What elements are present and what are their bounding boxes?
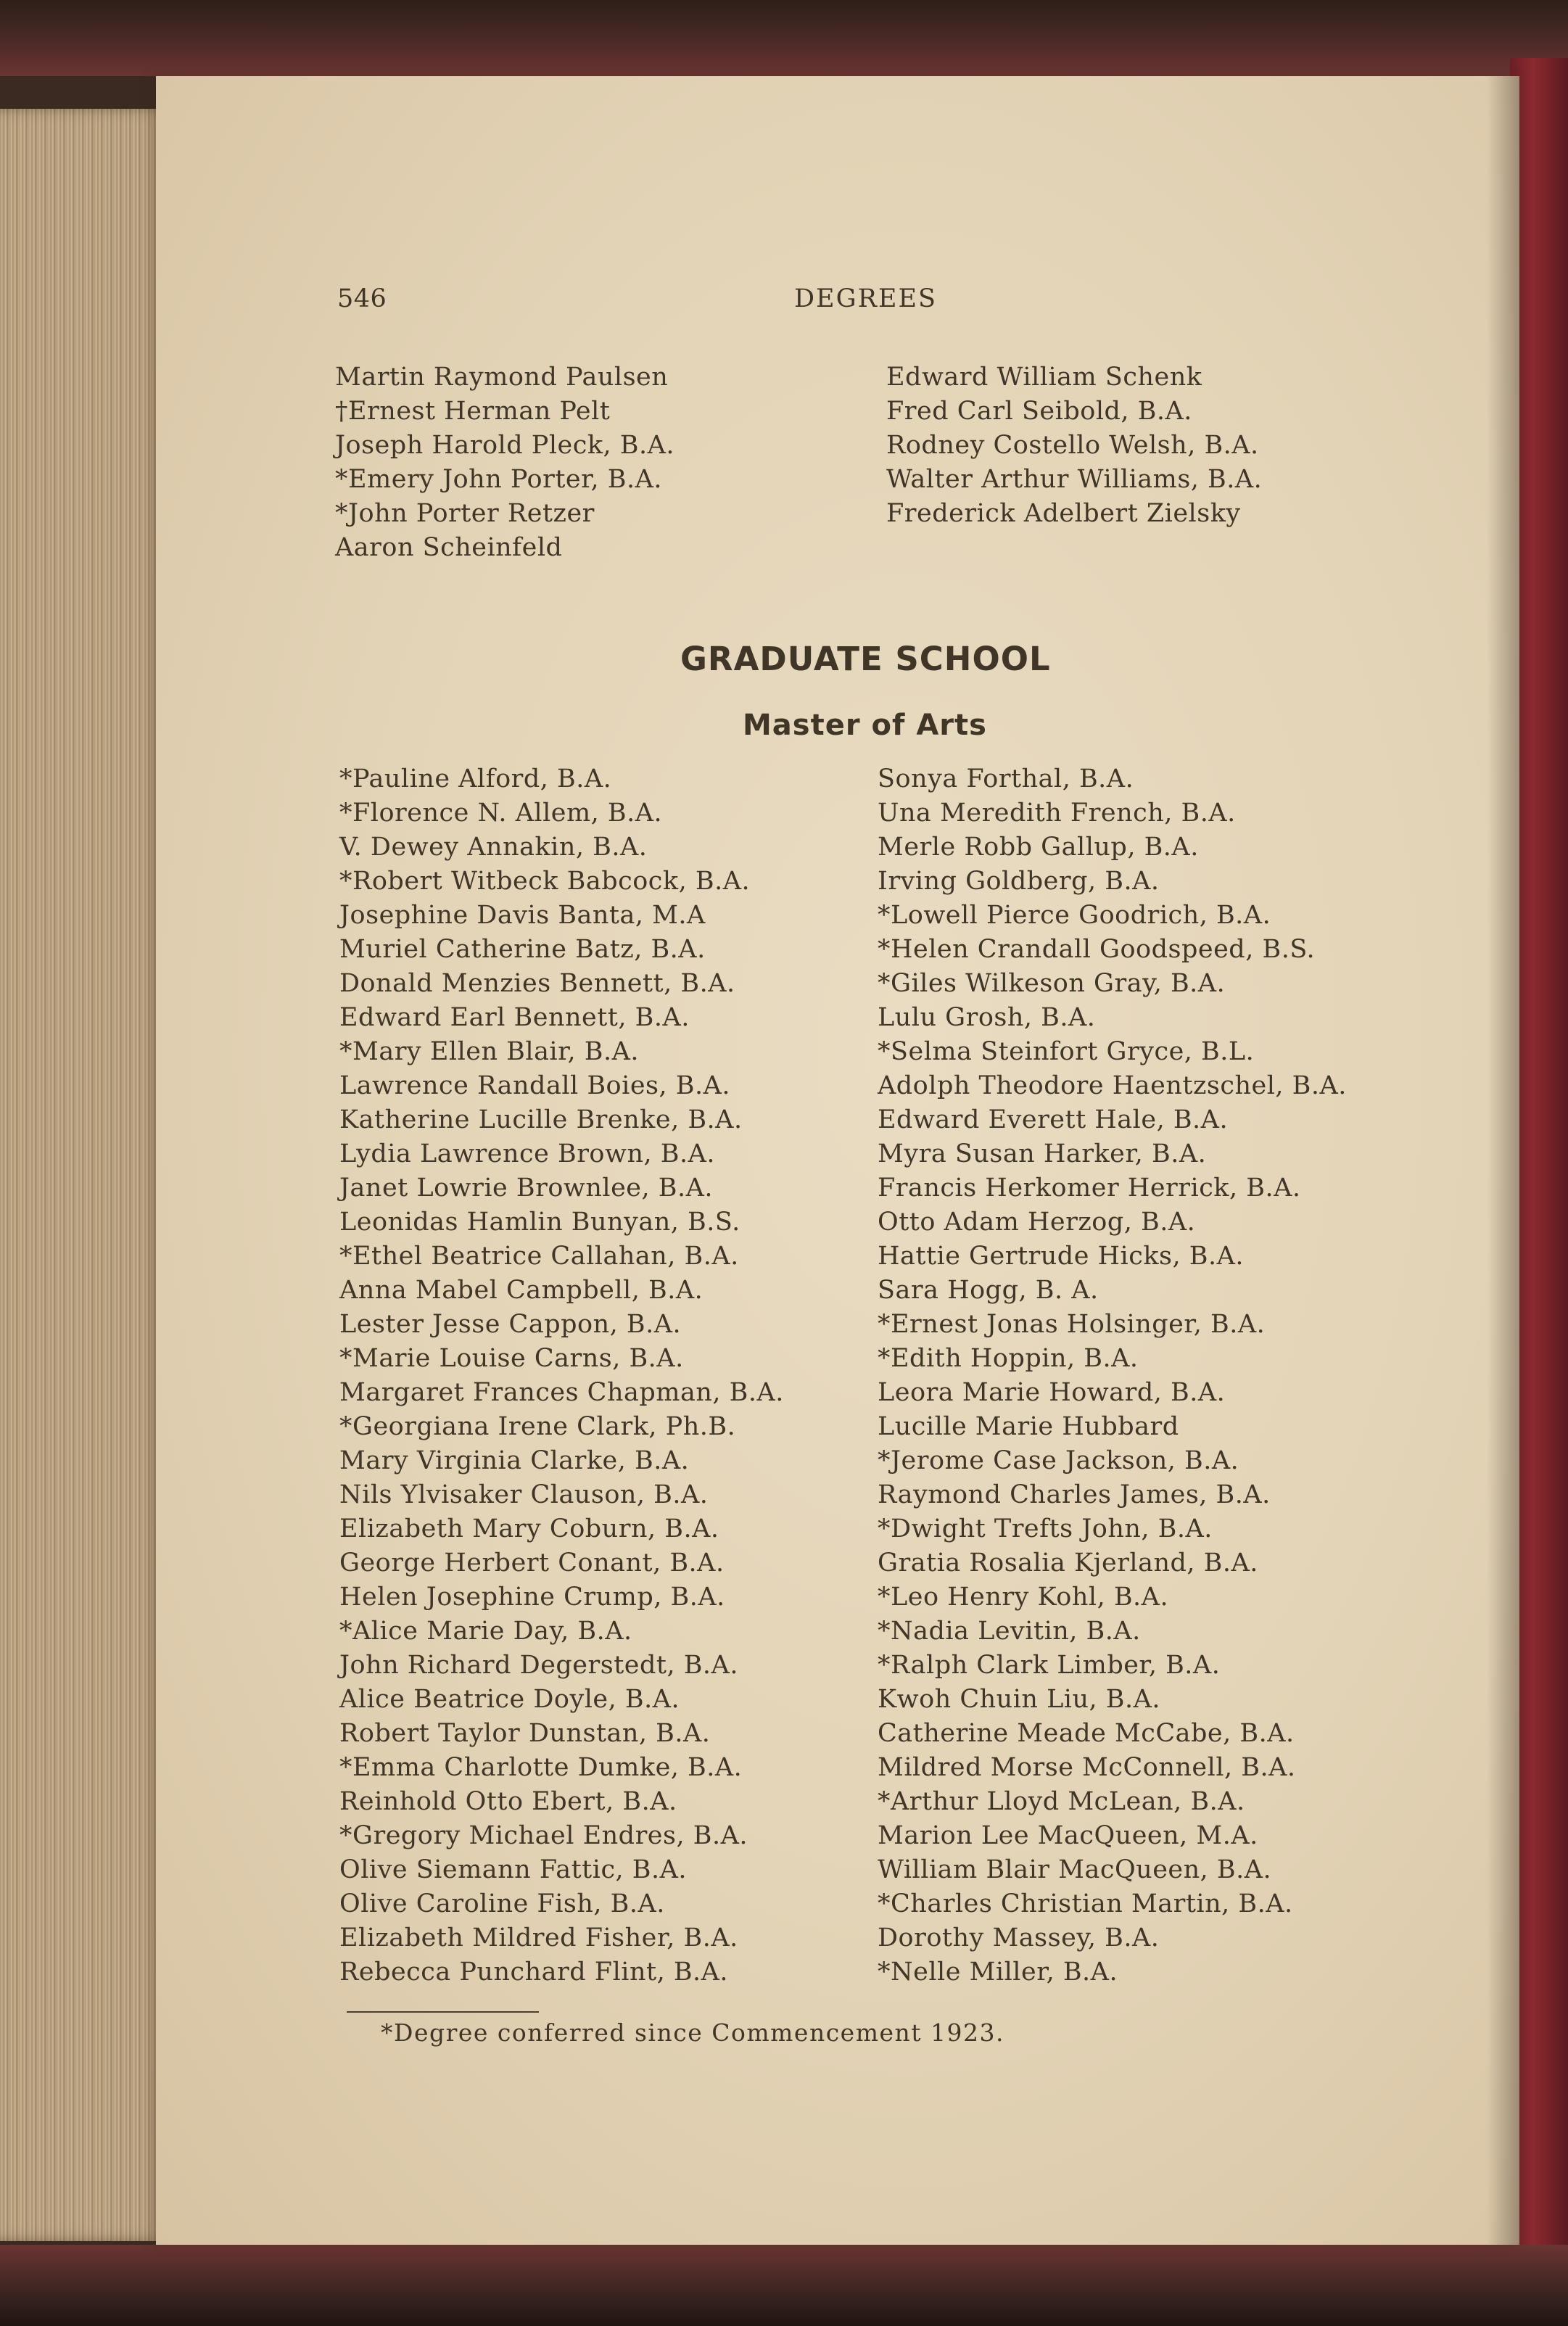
list-item: *Ernest Jonas Holsinger, B.A. — [878, 1310, 1266, 1339]
list-item: Reinhold Otto Ebert, B.A. — [339, 1787, 677, 1816]
list-item: †Ernest Herman Pelt — [335, 397, 611, 426]
list-item: Elizabeth Mildred Fisher, B.A. — [339, 1923, 738, 1952]
list-item: Helen Josephine Crump, B.A. — [339, 1583, 725, 1612]
list-item: John Richard Degerstedt, B.A. — [339, 1651, 738, 1680]
list-item: Frederick Adelbert Zielsky — [886, 499, 1241, 528]
list-item: *Marie Louise Carns, B.A. — [339, 1344, 684, 1373]
list-item: Aaron Scheinfeld — [335, 533, 563, 562]
list-item: *Lowell Pierce Goodrich, B.A. — [878, 901, 1271, 930]
list-item: Donald Menzies Bennett, B.A. — [339, 969, 735, 998]
book-cover-top — [0, 0, 1568, 76]
list-item: Alice Beatrice Doyle, B.A. — [339, 1685, 680, 1714]
list-item: Lulu Grosh, B.A. — [878, 1003, 1096, 1032]
list-item: Fred Carl Seibold, B.A. — [886, 397, 1192, 426]
list-item: Hattie Gertrude Hicks, B.A. — [878, 1242, 1245, 1271]
list-item: Olive Siemann Fattic, B.A. — [339, 1855, 688, 1884]
list-item: Edward Earl Bennett, B.A. — [339, 1003, 690, 1032]
list-item: Lawrence Randall Boies, B.A. — [339, 1071, 730, 1100]
page-number: 546 — [337, 284, 387, 313]
list-item: Martin Raymond Paulsen — [335, 363, 669, 392]
list-item: *Mary Ellen Blair, B.A. — [339, 1037, 640, 1066]
list-item: *Leo Henry Kohl, B.A. — [878, 1583, 1169, 1612]
list-item: Myra Susan Harker, B.A. — [878, 1139, 1207, 1168]
list-item: *Nelle Miller, B.A. — [878, 1958, 1118, 1987]
list-item: *Alice Marie Day, B.A. — [339, 1617, 632, 1646]
list-item: *Pauline Alford, B.A. — [339, 764, 612, 793]
list-item: Francis Herkomer Herrick, B.A. — [878, 1174, 1301, 1203]
list-item: *Edith Hoppin, B.A. — [878, 1344, 1139, 1373]
section-title: GRADUATE SCHOOL — [680, 640, 1051, 678]
list-item: *Emma Charlotte Dumke, B.A. — [339, 1753, 743, 1782]
list-item: Muriel Catherine Batz, B.A. — [339, 935, 706, 964]
list-item: Una Meredith French, B.A. — [878, 799, 1236, 828]
list-item: Sonya Forthal, B.A. — [878, 764, 1134, 793]
list-item: Raymond Charles James, B.A. — [878, 1480, 1271, 1509]
list-item: *Ralph Clark Limber, B.A. — [878, 1651, 1221, 1680]
list-item: Irving Goldberg, B.A. — [878, 867, 1160, 896]
list-item: Katherine Lucille Brenke, B.A. — [339, 1105, 743, 1134]
list-item: Adolph Theodore Haentzschel, B.A. — [878, 1071, 1347, 1100]
list-item: Edward Everett Hale, B.A. — [878, 1105, 1229, 1134]
subsection-title: Master of Arts — [743, 709, 987, 742]
list-item: *Jerome Case Jackson, B.A. — [878, 1446, 1239, 1475]
list-item: *Arthur Lloyd McLean, B.A. — [878, 1787, 1245, 1816]
list-item: Robert Taylor Dunstan, B.A. — [339, 1719, 711, 1748]
list-item: Janet Lowrie Brownlee, B.A. — [339, 1174, 714, 1203]
list-item: *John Porter Retzer — [335, 499, 595, 528]
list-item: *Robert Witbeck Babcock, B.A. — [339, 867, 751, 896]
list-item: Nils Ylvisaker Clauson, B.A. — [339, 1480, 709, 1509]
page-edges — [0, 109, 174, 2241]
list-item: *Giles Wilkeson Gray, B.A. — [878, 969, 1226, 998]
list-item: *Emery John Porter, B.A. — [335, 465, 662, 494]
list-item: George Herbert Conant, B.A. — [339, 1548, 725, 1578]
list-item: Mary Virginia Clarke, B.A. — [339, 1446, 690, 1475]
list-item: *Dwight Trefts John, B.A. — [878, 1514, 1213, 1543]
list-item: Anna Mabel Campbell, B.A. — [339, 1276, 703, 1305]
list-item: Dorothy Massey, B.A. — [878, 1923, 1160, 1952]
list-item: Catherine Meade McCabe, B.A. — [878, 1719, 1295, 1748]
list-item: Elizabeth Mary Coburn, B.A. — [339, 1514, 719, 1543]
list-item: *Florence N. Allem, B.A. — [339, 799, 663, 828]
list-item: Marion Lee MacQueen, M.A. — [878, 1821, 1258, 1850]
list-item: *Charles Christian Martin, B.A. — [878, 1889, 1293, 1918]
list-item: Leonidas Hamlin Bunyan, B.S. — [339, 1208, 740, 1237]
list-item: *Gregory Michael Endres, B.A. — [339, 1821, 748, 1850]
list-item: Lester Jesse Cappon, B.A. — [339, 1310, 682, 1339]
list-item: V. Dewey Annakin, B.A. — [339, 833, 648, 862]
list-item: Otto Adam Herzog, B.A. — [878, 1208, 1196, 1237]
footnote-divider — [347, 2011, 539, 2013]
book-cover-bottom — [0, 2245, 1568, 2326]
list-item: Leora Marie Howard, B.A. — [878, 1378, 1226, 1407]
list-item: *Ethel Beatrice Callahan, B.A. — [339, 1242, 739, 1271]
list-item: Kwoh Chuin Liu, B.A. — [878, 1685, 1161, 1714]
list-item: *Georgiana Irene Clark, Ph.B. — [339, 1412, 736, 1441]
gutter-shadow — [1487, 76, 1519, 2245]
list-item: Lydia Lawrence Brown, B.A. — [339, 1139, 716, 1168]
list-item: Rebecca Punchard Flint, B.A. — [339, 1958, 729, 1987]
list-item: Josephine Davis Banta, M.A — [339, 901, 706, 930]
list-item: Joseph Harold Pleck, B.A. — [335, 431, 675, 460]
list-item: *Nadia Levitin, B.A. — [878, 1617, 1141, 1646]
list-item: William Blair MacQueen, B.A. — [878, 1855, 1272, 1884]
list-item: Mildred Morse McConnell, B.A. — [878, 1753, 1296, 1782]
list-item: Walter Arthur Williams, B.A. — [886, 465, 1263, 494]
list-item: Margaret Frances Chapman, B.A. — [339, 1378, 784, 1407]
list-item: Merle Robb Gallup, B.A. — [878, 833, 1199, 862]
list-item: Gratia Rosalia Kjerland, B.A. — [878, 1548, 1258, 1578]
list-item: *Selma Steinfort Gryce, B.L. — [878, 1037, 1255, 1066]
running-head: DEGREES — [794, 284, 937, 313]
list-item: *Helen Crandall Goodspeed, B.S. — [878, 935, 1316, 964]
list-item: Sara Hogg, B. A. — [878, 1276, 1099, 1305]
footnote: *Degree conferred since Commencement 1923. — [381, 2018, 1005, 2047]
list-item: Edward William Schenk — [886, 363, 1202, 392]
list-item: Olive Caroline Fish, B.A. — [339, 1889, 665, 1918]
list-item: Rodney Costello Welsh, B.A. — [886, 431, 1259, 460]
list-item: Lucille Marie Hubbard — [878, 1412, 1179, 1441]
